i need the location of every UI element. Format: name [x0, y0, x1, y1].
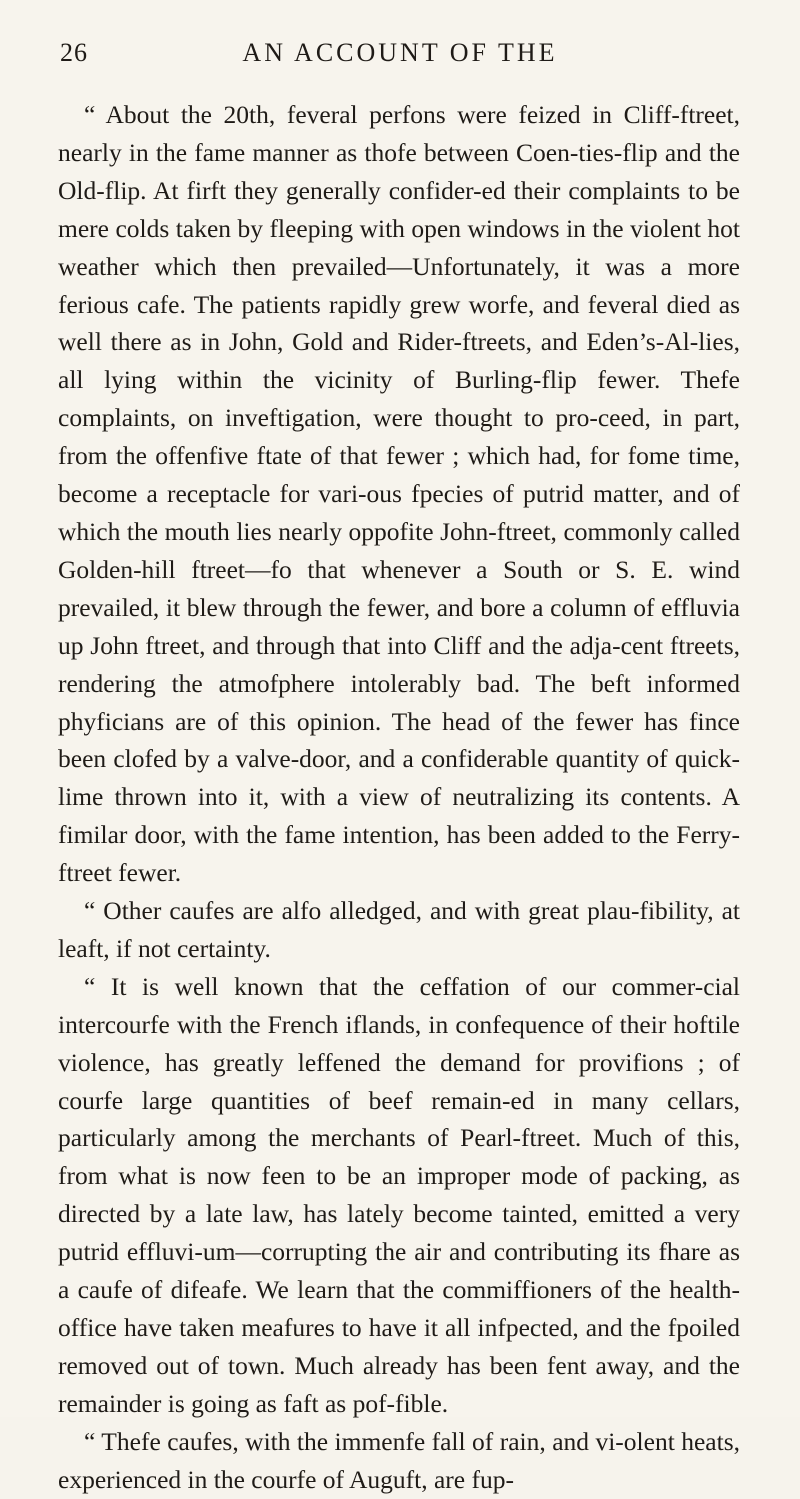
- paragraph: “ It is well known that the ceffation of our commer-cial intercourfe with the French iflands, in confequence of their hoftile violence, has greatly leffened the demand for provifions ; of courfe large quantities of beef remain-ed in many cellars, particularly among the merchants of Pearl-ftreet. Much of this, from what is now feen to be an improper mode of packing, as directed by a late law, has lately become tainted, emitted a very putrid effluvi-um—corrupting the air and contributing its fhare as a caufe of difeafe. We learn that the commiffioners of the health-office have taken meafures to have it all infpected, and the fpoiled removed out of town. Much already has been fent away, and the remainder is going as faft as pof-fible.: [58, 971, 740, 1418]
- paragraph: “ Thefe caufes, with the immenfe fall of rain, and vi-olent heats, experienced in the courfe of Auguft, are fup-: [58, 1426, 740, 1494]
- body-text: [58, 96, 740, 1499]
- running-head: AN ACCOUNT OF THE: [242, 38, 558, 67]
- paragraph: “ Other caufes are alfo alledged, and with great plau-fibility, at leaft, if not certainty.: [58, 896, 740, 963]
- page-header: [60, 38, 740, 74]
- page-number: 26: [60, 38, 88, 67]
- paragraph: “ About the 20th, feveral perfons were feized in Cliff-ftreet, nearly in the fame manner as thofe between Coen-ties-flip and the Old-flip. At firft they generally confider-ed their complaints to be mere colds taken by fleeping with open windows in the violent hot weather which then prevailed—Unfortunately, it was a more ferious cafe. The patients rapidly grew worfe, and feveral died as well there as in John, Gold and Rider-ftreets, and Eden’s-Al-lies, all lying within the vicinity of Burling-flip fewer. Thefe complaints, on inveftigation, were thought to pro-ceed, in part, from the offenfive ftate of that fewer ; which had, for fome time, become a receptacle for vari-ous fpecies of putrid matter, and of which the mouth lies nearly oppofite John-ftreet, commonly called Golden-hill ftreet—fo that whenever a South or S. E. wind prevailed, it blew through the fewer, and bore a column of effluvia up John ftreet, and through that into Cliff and the adja-cent ftreets, rendering the atmofphere intolerably bad. The beft informed phyficians are of this opinion. The head of the fewer has fince been clofed by a valve-door, and a confiderable quantity of quick-lime thrown into it, with a view of neutralizing its contents. A fimilar door, with the fame intention, has been added to the Ferry-ftreet fewer.: [58, 100, 740, 888]
